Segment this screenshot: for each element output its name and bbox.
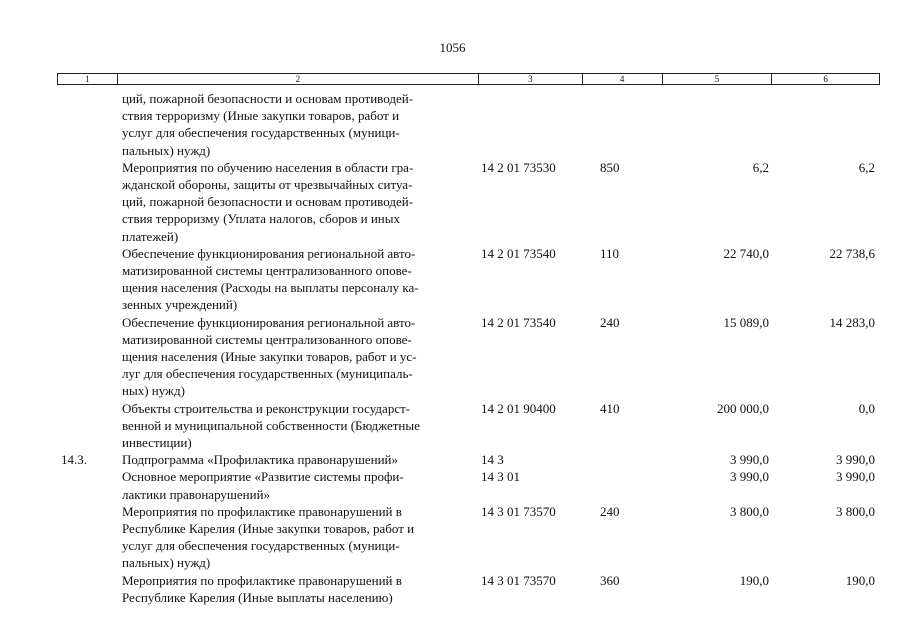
description-line: венной и муниципальной собственности (Бюджетные bbox=[122, 417, 420, 433]
table-row bbox=[57, 468, 880, 502]
column-header-5: 5 bbox=[663, 74, 773, 84]
value-column-6: 190,0 bbox=[845, 572, 875, 588]
row-description bbox=[122, 451, 472, 468]
description-line: луг для обеспечения государственных (муниципаль- bbox=[122, 366, 413, 382]
row-number: 14.3. bbox=[61, 452, 87, 468]
table-row bbox=[57, 572, 880, 606]
description-line: Республике Карелия (Иные закупки товаров, работ и bbox=[122, 521, 415, 536]
column-header-6: 6 bbox=[823, 74, 828, 84]
column-header-3: 3 bbox=[479, 74, 583, 84]
table-row bbox=[57, 400, 880, 452]
table-row bbox=[57, 314, 880, 400]
column-header-2: 2 bbox=[118, 74, 479, 84]
description-line: Республике Карелия (Иные выплаты населению) bbox=[122, 589, 393, 605]
budget-code: 14 3 bbox=[481, 452, 504, 468]
description-line: пальных) нужд) bbox=[122, 142, 211, 158]
value-column-6: 0,0 bbox=[858, 400, 875, 416]
value-column-6: 22 738,6 bbox=[829, 245, 875, 261]
description-line: Обеспечение функционирования региональной авто- bbox=[122, 314, 416, 330]
column-header-1: 1 bbox=[58, 74, 118, 84]
expense-type: 240 bbox=[600, 314, 620, 330]
table-row bbox=[57, 90, 880, 159]
budget-code: 14 2 01 73530 bbox=[481, 159, 556, 175]
expense-type: 360 bbox=[600, 572, 620, 588]
row-description bbox=[122, 245, 472, 314]
description-line: услуг для обеспечения государственных (муници- bbox=[122, 538, 400, 554]
description-line: Обеспечение функционирования региональной авто- bbox=[122, 245, 416, 261]
description-line: Мероприятия по профилактике правонарушений в bbox=[122, 503, 402, 519]
description-line: ций, пожарной безопасности и основам противодей- bbox=[122, 194, 414, 210]
value-column-5: 190,0 bbox=[739, 572, 769, 588]
value-column-6: 3 990,0 bbox=[836, 452, 875, 468]
value-column-5: 3 990,0 bbox=[730, 452, 769, 468]
description-line: Объекты строительства и реконструкции государст- bbox=[122, 400, 411, 416]
value-column-5: 3 800,0 bbox=[730, 503, 769, 519]
row-description bbox=[122, 159, 472, 245]
value-column-5: 15 089,0 bbox=[723, 314, 769, 330]
budget-code: 14 2 01 73540 bbox=[481, 314, 556, 330]
value-column-6: 3 800,0 bbox=[836, 503, 875, 519]
description-line: платежей) bbox=[122, 228, 179, 244]
value-column-5: 6,2 bbox=[752, 159, 769, 175]
description-line: жданской обороны, защиты от чрезвычайных ситуа- bbox=[122, 177, 413, 192]
description-line: ных) нужд) bbox=[122, 383, 185, 399]
description-line: Основное мероприятие «Развитие системы профи- bbox=[122, 469, 404, 485]
value-column-5: 22 740,0 bbox=[723, 245, 769, 261]
value-column-6: 6,2 bbox=[858, 159, 875, 175]
description-line: матизированной системы централизованного опове- bbox=[122, 331, 412, 347]
row-description bbox=[122, 400, 472, 452]
row-description bbox=[122, 468, 472, 502]
description-line: зенных учреждений) bbox=[122, 297, 238, 313]
budget-code: 14 3 01 73570 bbox=[481, 572, 556, 588]
description-line: ций, пожарной безопасности и основам противодей- bbox=[122, 91, 414, 106]
description-line: щения населения (Расходы на выплаты персоналу ка- bbox=[122, 280, 419, 296]
description-line: ствия терроризму (Иные закупки товаров, работ и bbox=[122, 108, 400, 124]
description-line: щения населения (Иные закупки товаров, работ и ус- bbox=[122, 349, 417, 364]
value-column-5: 200 000,0 bbox=[717, 400, 769, 416]
description-line: Подпрограмма «Профилактика правонарушений» bbox=[122, 452, 399, 468]
description-line: услуг для обеспечения государственных (муници- bbox=[122, 125, 400, 141]
description-line: Мероприятия по профилактике правонарушений в bbox=[122, 572, 402, 588]
description-line: Мероприятия по обучению населения в области гра- bbox=[122, 159, 414, 175]
row-description bbox=[122, 503, 472, 572]
table-header bbox=[57, 73, 880, 85]
value-column-5: 3 990,0 bbox=[730, 469, 769, 485]
expense-type: 850 bbox=[600, 159, 620, 175]
budget-code: 14 3 01 73570 bbox=[481, 503, 556, 519]
description-line: инвестиции) bbox=[122, 435, 192, 450]
page-number: 1056 bbox=[439, 40, 466, 55]
table-row bbox=[57, 503, 880, 572]
description-line: ствия терроризму (Уплата налогов, сборов и иных bbox=[122, 211, 401, 227]
description-line: пальных) нужд) bbox=[122, 555, 211, 571]
column-header-4: 4 bbox=[583, 74, 663, 84]
value-column-6: 3 990,0 bbox=[836, 469, 875, 485]
budget-code: 14 3 01 bbox=[481, 469, 520, 485]
row-description bbox=[122, 572, 472, 606]
row-description bbox=[122, 90, 472, 159]
description-line: матизированной системы централизованного опове- bbox=[122, 263, 412, 278]
expense-type: 240 bbox=[600, 503, 620, 519]
row-description bbox=[122, 314, 472, 400]
table-row bbox=[57, 245, 880, 314]
table-row bbox=[57, 159, 880, 245]
description-line: лактики правонарушений» bbox=[122, 486, 271, 502]
value-column-6: 14 283,0 bbox=[829, 314, 875, 330]
budget-code: 14 2 01 73540 bbox=[481, 245, 556, 261]
expense-type: 410 bbox=[600, 400, 620, 416]
expense-type: 110 bbox=[600, 245, 620, 261]
budget-code: 14 2 01 90400 bbox=[481, 400, 556, 416]
table-row bbox=[57, 451, 880, 468]
